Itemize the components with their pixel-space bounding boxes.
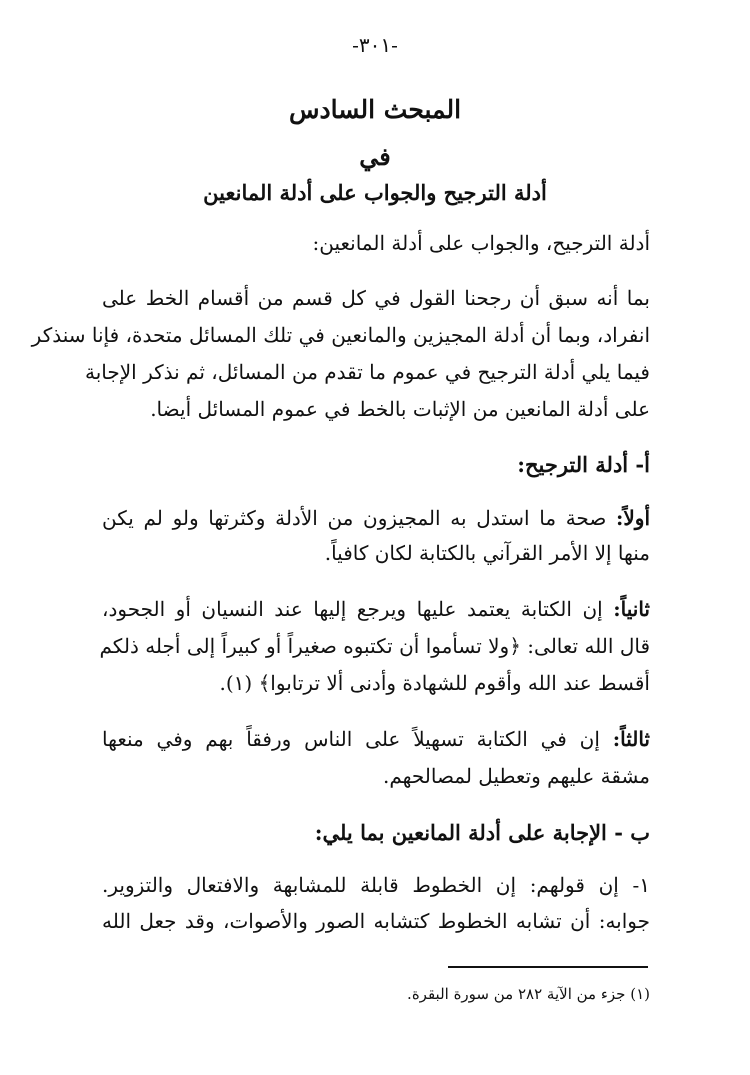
quran-verse-line: أقسط عند الله وأقوم للشهادة وأدنى ألا ترتابوا﴾ (١). bbox=[219, 671, 650, 695]
chapter-heading: المبحث السادس bbox=[288, 95, 462, 124]
section-heading-a: أ- أدلة الترجيح: bbox=[517, 452, 650, 477]
paragraph-line: منها إلا الأمر القرآني بالكتابة لكان كافياً. bbox=[324, 541, 650, 565]
evidence-text: صحة ما استدل به المجيزون من الأدلة وكثرتها ولو لم يكن bbox=[102, 506, 607, 530]
evidence-second bbox=[102, 594, 650, 624]
paragraph-line: فيما يلي أدلة الترجيح في عموم ما تقدم من المسائل، ثم نذكر الإجابة bbox=[85, 360, 650, 384]
intro-line: أدلة الترجيح، والجواب على أدلة المانعين: bbox=[312, 231, 650, 255]
paragraph-line: بما أنه سبق أن رجحنا القول في كل قسم من أقسام الخط على bbox=[102, 286, 650, 310]
evidence-text: إن في الكتابة تسهيلاً على الناس ورفقاً بهم وفي منعها bbox=[102, 727, 600, 751]
answer-line: جوابه: أن تشابه الخطوط كتشابه الصور والأصوات، وقد جعل الله bbox=[102, 909, 650, 933]
evidence-first bbox=[102, 503, 650, 533]
evidence-label: ثانياً: bbox=[613, 597, 650, 621]
section-heading-b: ب - الإجابة على أدلة المانعين بما يلي: bbox=[314, 820, 650, 845]
evidence-label: ثالثاً: bbox=[612, 727, 650, 751]
footnote-separator bbox=[448, 966, 648, 968]
paragraph-line: مشقة عليهم وتعطيل لمصالحهم. bbox=[382, 764, 650, 788]
chapter-heading-connector: في bbox=[359, 142, 391, 171]
quran-verse-line: قال الله تعالى: ﴿ولا تسأموا أن تكتبوه صغيراً أو كبيراً إلى أجله ذلكم bbox=[99, 634, 650, 658]
footnote: (١) جزء من الآية ٢٨٢ من سورة البقرة. bbox=[407, 985, 650, 1003]
chapter-subtitle: أدلة الترجيح والجواب على أدلة المانعين bbox=[203, 180, 547, 205]
evidence-text: إن الكتابة يعتمد عليها ويرجع إليها عند النسيان أو الجحود، bbox=[102, 597, 603, 621]
paragraph-line: على أدلة المانعين من الإثبات بالخط في عموم المسائل أيضا. bbox=[150, 397, 650, 421]
evidence-third bbox=[102, 724, 650, 754]
answer-line: ١- إن قولهم: إن الخطوط قابلة للمشابهة والافتعال والتزوير. bbox=[102, 873, 650, 897]
paragraph-line: انفراد، وبما أن أدلة المجيزين والمانعين في تلك المسائل متحدة، فإنا سنذكر bbox=[31, 323, 650, 347]
evidence-label: أولاً: bbox=[616, 506, 651, 530]
page-number: -٣٠١- bbox=[352, 33, 398, 57]
